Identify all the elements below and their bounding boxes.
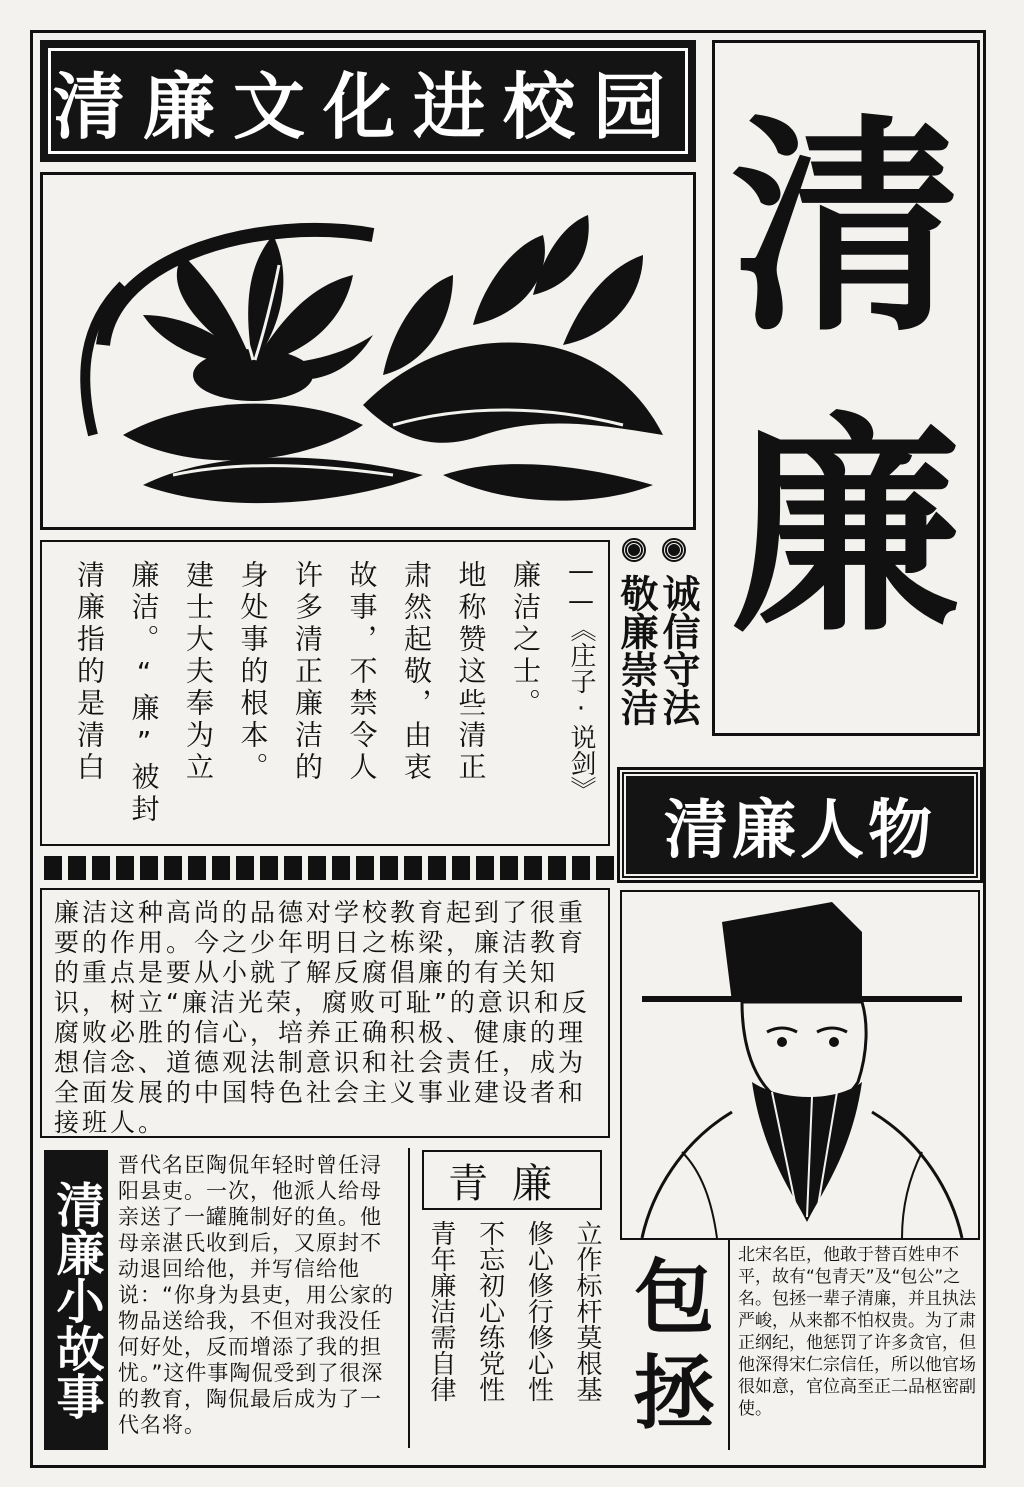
person-name-char-1: 包 (634, 1251, 714, 1344)
dotted-divider (44, 856, 614, 880)
quote-box (40, 540, 610, 846)
quote-column: 廉洁。“廉”被封 (127, 560, 161, 826)
title-banner (40, 40, 696, 162)
big-title-char-2: 廉 (730, 393, 961, 663)
quote-column: 肃然起敬，由衷 (400, 560, 433, 784)
quote-column: 清廉指的是清白 (73, 560, 106, 784)
big-title-char-1: 清 (730, 93, 961, 363)
person-name-box (620, 1240, 730, 1450)
story-label (44, 1150, 108, 1450)
lotus-illustration-box (40, 172, 696, 530)
quote-column: 廉洁之士。 (509, 560, 542, 720)
quote-column: 故事，不禁令人 (345, 560, 379, 784)
poem-title-box (422, 1150, 602, 1210)
quote-column: 建士大夫奉为立 (182, 560, 215, 784)
big-title-box (712, 40, 980, 736)
bullet-dot-icon (664, 540, 684, 560)
quote-columns (72, 560, 542, 840)
bullet-dot-icon (624, 540, 644, 560)
poem-columns (424, 1220, 604, 1440)
quote-column: 身处事的根本。 (236, 560, 270, 784)
quote-column: 地称赞这些清正 (454, 560, 488, 784)
poem-column: 修心修行修心性 (523, 1220, 554, 1402)
lotus-illustration (43, 175, 693, 527)
education-paragraph-box (40, 888, 610, 1138)
slogan-right: 诚信守法 (656, 574, 700, 726)
poem-box (412, 1148, 612, 1448)
education-paragraph: 廉洁这种高尚的品德对学校教育起到了很重要的作用。今之少年明日之栋梁，廉洁教育的重点是要从小就了解反腐倡廉的有关知识，树立“廉洁光荣，腐败可耻”的意识和反腐败必胜的信心，培养正确积极、健康的理想信念、道德观法制意识和社会责任，成为全面发展的中国特色社会主义事业建设者和接班人。 (54, 898, 590, 1137)
story-text-box (114, 1148, 410, 1448)
quote-column: 许多清正廉洁的 (291, 560, 324, 784)
person-bio: 北宋名臣，他敢于替百姓申不平，故有“包青天”及“包公”之名。包拯一辈子清廉，并且执法严峻，从来都不怕权贵。为了肃正纲纪，他惩罚了许多贪官，但他深得宋仁宗信任，所以他官场很如意，官位高至正二品枢密副使。 (738, 1245, 976, 1419)
poem-column: 青年廉洁需自律 (426, 1220, 456, 1402)
story-label-text: 清廉小故事 (48, 1180, 104, 1420)
portrait-box (620, 890, 980, 1240)
slogan-dots (618, 540, 698, 564)
bao-zheng-portrait (622, 892, 978, 1238)
figures-banner-text: 清廉人物 (664, 794, 936, 868)
poem-column: 不忘初心练党性 (474, 1220, 505, 1402)
title-banner-text: 清廉文化进校园 (52, 65, 683, 149)
person-bio-box (734, 1244, 980, 1450)
story-text: 晋代名臣陶侃年轻时曾任浔阳县吏。一次，他派人给母亲送了一罐腌制好的鱼。他母亲湛氏收到后，又原封不动退回给他，并写信给他说：“你身为县吏，用公家的物品送给我，不但对我没任何好处，反而增添了我的担忧。”这件事陶侃受到了很深的教育，陶侃最后成为了一代名将。 (118, 1153, 394, 1437)
quote-source: ——《庄子·说剑》 (566, 556, 596, 802)
poem-title: 青廉 (448, 1160, 576, 1207)
person-name-char-2: 拯 (634, 1347, 714, 1440)
slogan-left: 敬廉崇洁 (614, 574, 658, 726)
figures-banner (620, 770, 980, 880)
poem-column: 立作标杆莫根基 (571, 1220, 602, 1402)
